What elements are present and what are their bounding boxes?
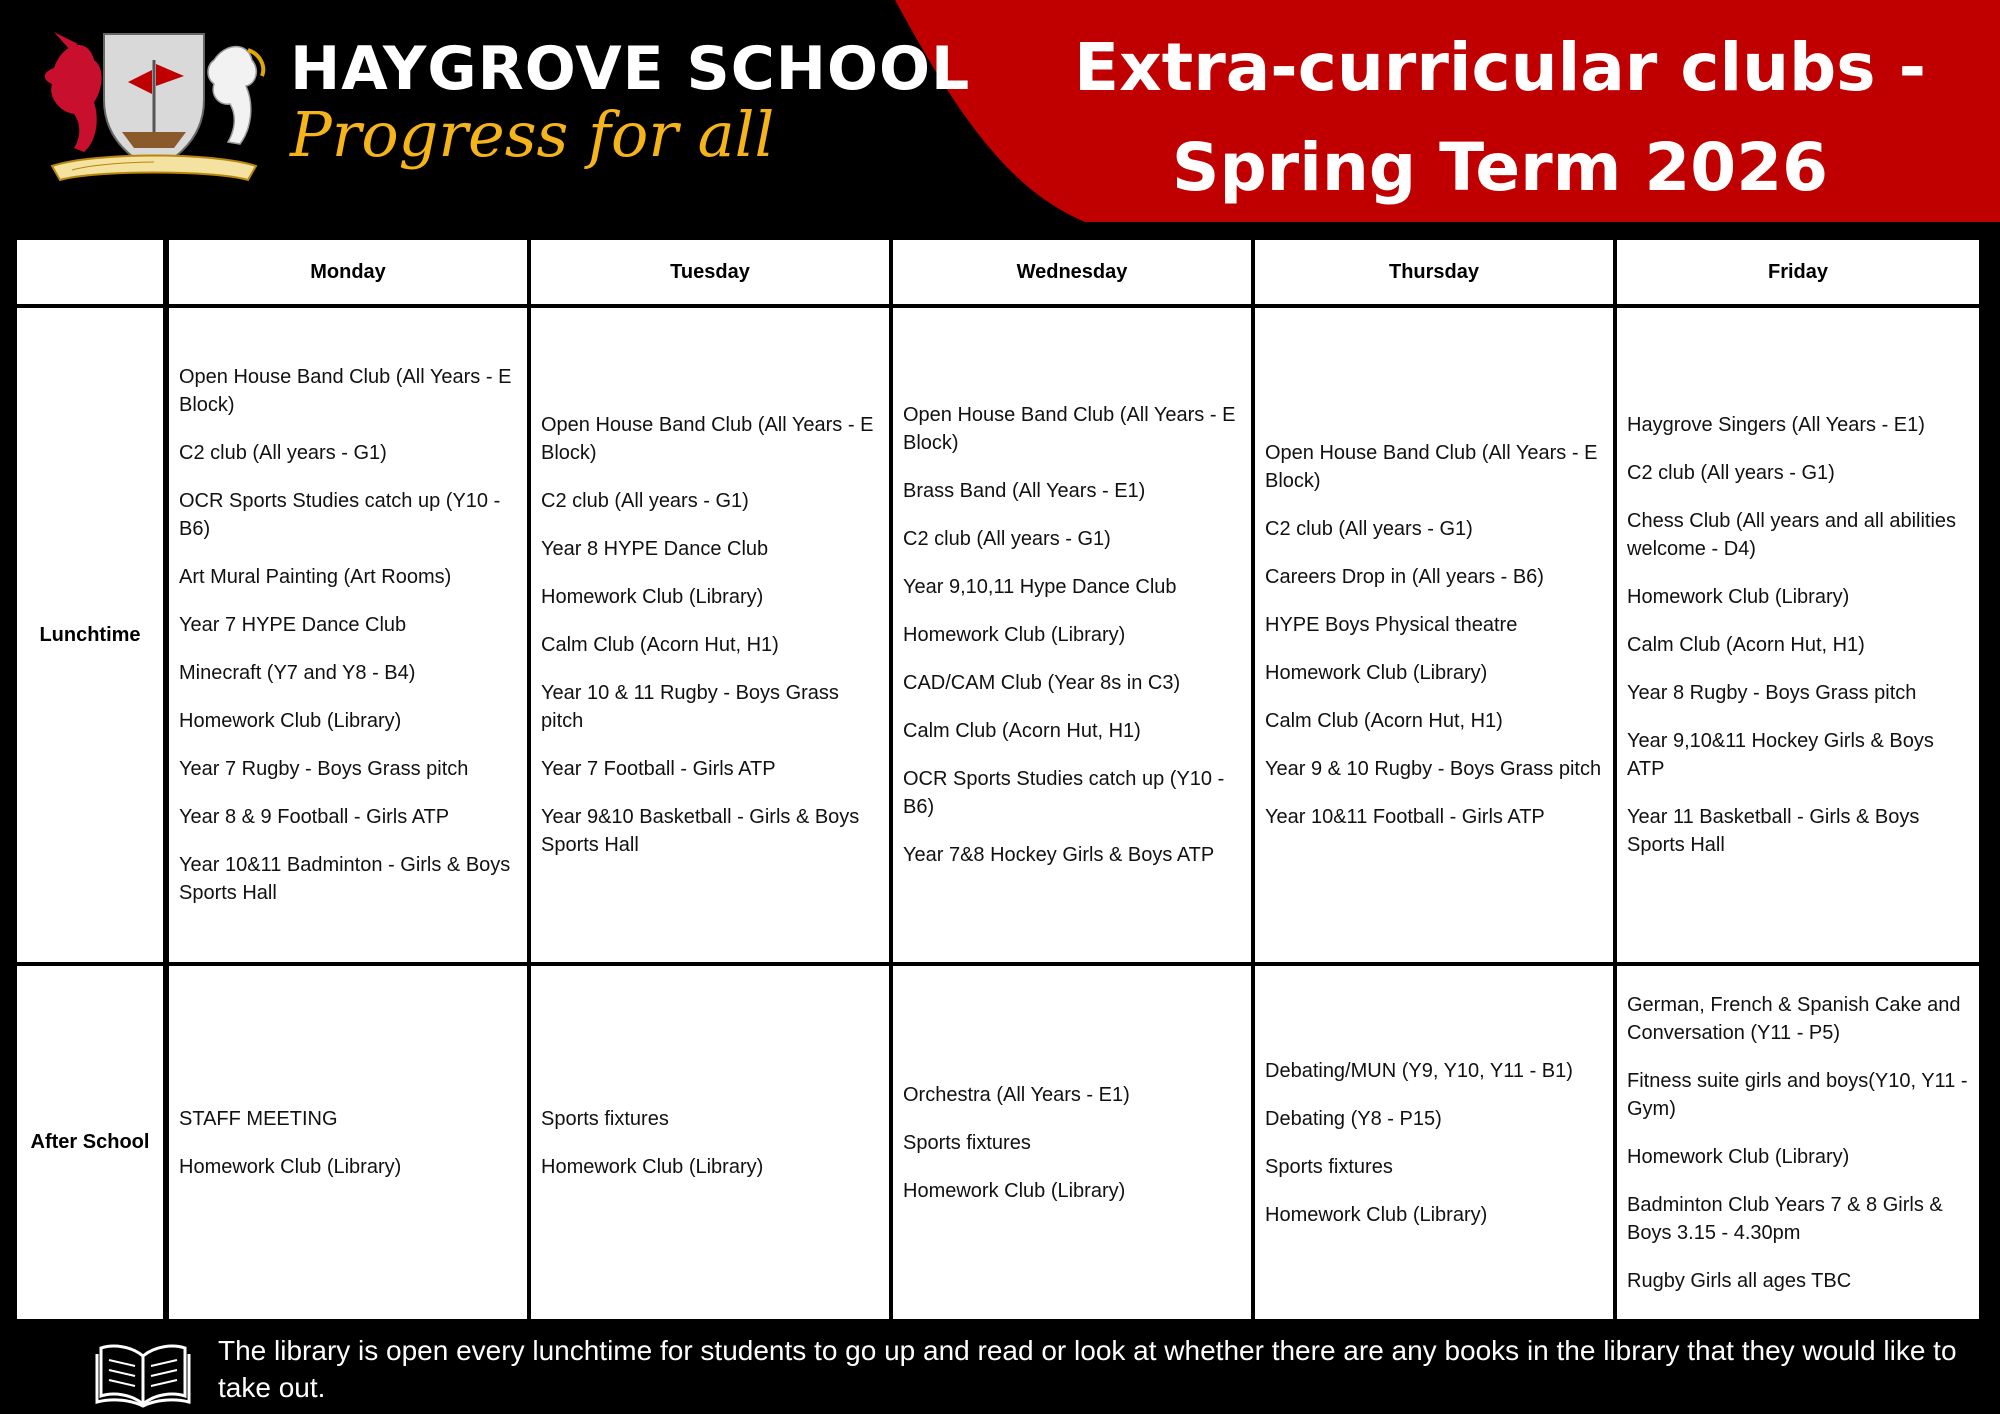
club-item: Homework Club (Library) [1627, 586, 1850, 608]
slot-after-school-thursday [1255, 966, 1613, 1319]
slot-lunchtime-friday [1617, 308, 1979, 962]
club-item: Careers Drop in (All years - B6) [1265, 566, 1544, 588]
column-header-friday: Friday [1617, 240, 1979, 304]
club-item: Homework Club (Library) [1265, 662, 1488, 684]
club-item: Year 8 HYPE Dance Club [541, 538, 769, 560]
club-item: Year 9,10,11 Hype Dance Club [903, 576, 1177, 598]
footer [0, 1320, 2000, 1414]
slot-after-school-tuesday [531, 966, 889, 1319]
club-item: Homework Club (Library) [1627, 1145, 1850, 1168]
club-item: Year 8 Rugby - Boys Grass pitch [1627, 682, 1917, 704]
column-header-monday: Monday [169, 240, 527, 304]
school-motto: Progress for all [290, 98, 775, 171]
club-item: Homework Club (Library) [179, 710, 402, 732]
club-item: Year 9&10 Basketball - Girls & Boys Sports Hall [541, 806, 860, 856]
club-item: Year 7 Rugby - Boys Grass pitch [179, 758, 469, 780]
clubs-timetable [17, 240, 1979, 1319]
column-header-wednesday: Wednesday [893, 240, 1251, 304]
club-item: C2 club (All years - G1) [1265, 518, 1473, 540]
club-item: Badminton Club Years 7 & 8 Girls & Boys 3.15 - 4.30pm [1627, 1193, 1943, 1244]
club-item: Art Mural Painting (Art Rooms) [179, 566, 452, 588]
club-item: HYPE Boys Physical theatre [1265, 614, 1518, 636]
club-item: STAFF MEETING [179, 1107, 338, 1130]
club-item: Open House Band Club (All Years - E Block) [541, 414, 874, 464]
row-header-after-school: After School [17, 966, 163, 1319]
school-crest-logo [34, 20, 274, 185]
club-item: C2 club (All years - G1) [179, 442, 387, 464]
club-item: Year 10&11 Football - Girls ATP [1265, 806, 1545, 828]
club-item: C2 club (All years - G1) [1627, 462, 1835, 484]
club-item: Sports fixtures [541, 1107, 669, 1130]
slot-lunchtime-monday [169, 308, 527, 962]
slot-lunchtime-thursday [1255, 308, 1613, 962]
corner-cell [17, 240, 163, 304]
slot-lunchtime-tuesday [531, 308, 889, 962]
club-item: Year 9 & 10 Rugby - Boys Grass pitch [1265, 758, 1602, 780]
club-item: Year 7 Football - Girls ATP [541, 758, 776, 780]
club-item: Homework Club (Library) [541, 1155, 764, 1178]
library-note: The library is open every lunchtime for students to go up and read or look at whether there are any books in the library that they would like to take out. [218, 1335, 1957, 1403]
club-item: Year 11 Basketball - Girls & Boys Sports Hall [1627, 806, 1920, 856]
column-header-tuesday: Tuesday [531, 240, 889, 304]
club-item: Calm Club (Acorn Hut, H1) [541, 634, 779, 656]
slot-after-school-friday [1617, 966, 1979, 1319]
club-item: CAD/CAM Club (Year 8s in C3) [903, 672, 1181, 694]
club-item: C2 club (All years - G1) [903, 528, 1111, 550]
club-item: Calm Club (Acorn Hut, H1) [1265, 710, 1503, 732]
club-item: Homework Club (Library) [541, 586, 764, 608]
club-item: Year 10&11 Badminton - Girls & Boys Sports Hall [179, 854, 511, 904]
slot-after-school-monday [169, 966, 527, 1319]
slot-after-school-wednesday [893, 966, 1251, 1319]
club-item: Calm Club (Acorn Hut, H1) [903, 720, 1141, 742]
club-item: Homework Club (Library) [903, 1179, 1126, 1202]
page-title-line-2: Spring Term 2026 [1171, 129, 1829, 206]
club-item: Chess Club (All years and all abilities welcome - D4) [1627, 510, 1957, 560]
club-item: OCR Sports Studies catch up (Y10 - B6) [179, 490, 501, 540]
club-item: Open House Band Club (All Years - E Block) [903, 404, 1236, 454]
club-item: Haygrove Singers (All Years - E1) [1627, 414, 1925, 436]
club-item: Calm Club (Acorn Hut, H1) [1627, 634, 1865, 656]
club-item: Year 8 & 9 Football - Girls ATP [179, 806, 450, 828]
club-item: Debating/MUN (Y9, Y10, Y11 - B1) [1265, 1059, 1573, 1082]
club-item: Year 9,10&11 Hockey Girls & Boys ATP [1627, 730, 1934, 780]
club-item: Brass Band (All Years - E1) [903, 480, 1146, 502]
header [0, 0, 2000, 232]
club-item: Fitness suite girls and boys(Y10, Y11 - Gym) [1627, 1069, 1968, 1120]
club-item: Year 7&8 Hockey Girls & Boys ATP [903, 844, 1215, 866]
club-item: Homework Club (Library) [903, 624, 1126, 646]
club-item: Open House Band Club (All Years - E Block) [1265, 442, 1598, 492]
row-header-lunchtime: Lunchtime [17, 308, 163, 962]
club-item: Open House Band Club (All Years - E Block) [179, 366, 512, 416]
slot-lunchtime-wednesday [893, 308, 1251, 962]
club-item: Year 10 & 11 Rugby - Boys Grass pitch [541, 682, 839, 732]
column-header-thursday: Thursday [1255, 240, 1613, 304]
club-item: Debating (Y8 - P15) [1265, 1107, 1442, 1130]
open-book-icon [95, 1340, 191, 1408]
club-item: German, French & Spanish Cake and Conversation (Y11 - P5) [1627, 993, 1961, 1044]
page-title [1050, 18, 1950, 218]
club-item: Minecraft (Y7 and Y8 - B4) [179, 662, 416, 684]
page-title-line-1: Extra-curricular clubs - [1074, 29, 1926, 106]
club-item: Year 7 HYPE Dance Club [179, 614, 407, 636]
school-name: HAYGROVE SCHOOL [290, 34, 971, 104]
club-item: Rugby Girls all ages TBC [1627, 1269, 1852, 1292]
club-item: Sports fixtures [903, 1131, 1031, 1154]
club-item: C2 club (All years - G1) [541, 490, 749, 512]
club-item: Sports fixtures [1265, 1155, 1393, 1178]
club-item: Homework Club (Library) [179, 1155, 402, 1178]
club-item: Homework Club (Library) [1265, 1203, 1488, 1226]
club-item: OCR Sports Studies catch up (Y10 - B6) [903, 768, 1225, 818]
club-item: Orchestra (All Years - E1) [903, 1083, 1130, 1106]
